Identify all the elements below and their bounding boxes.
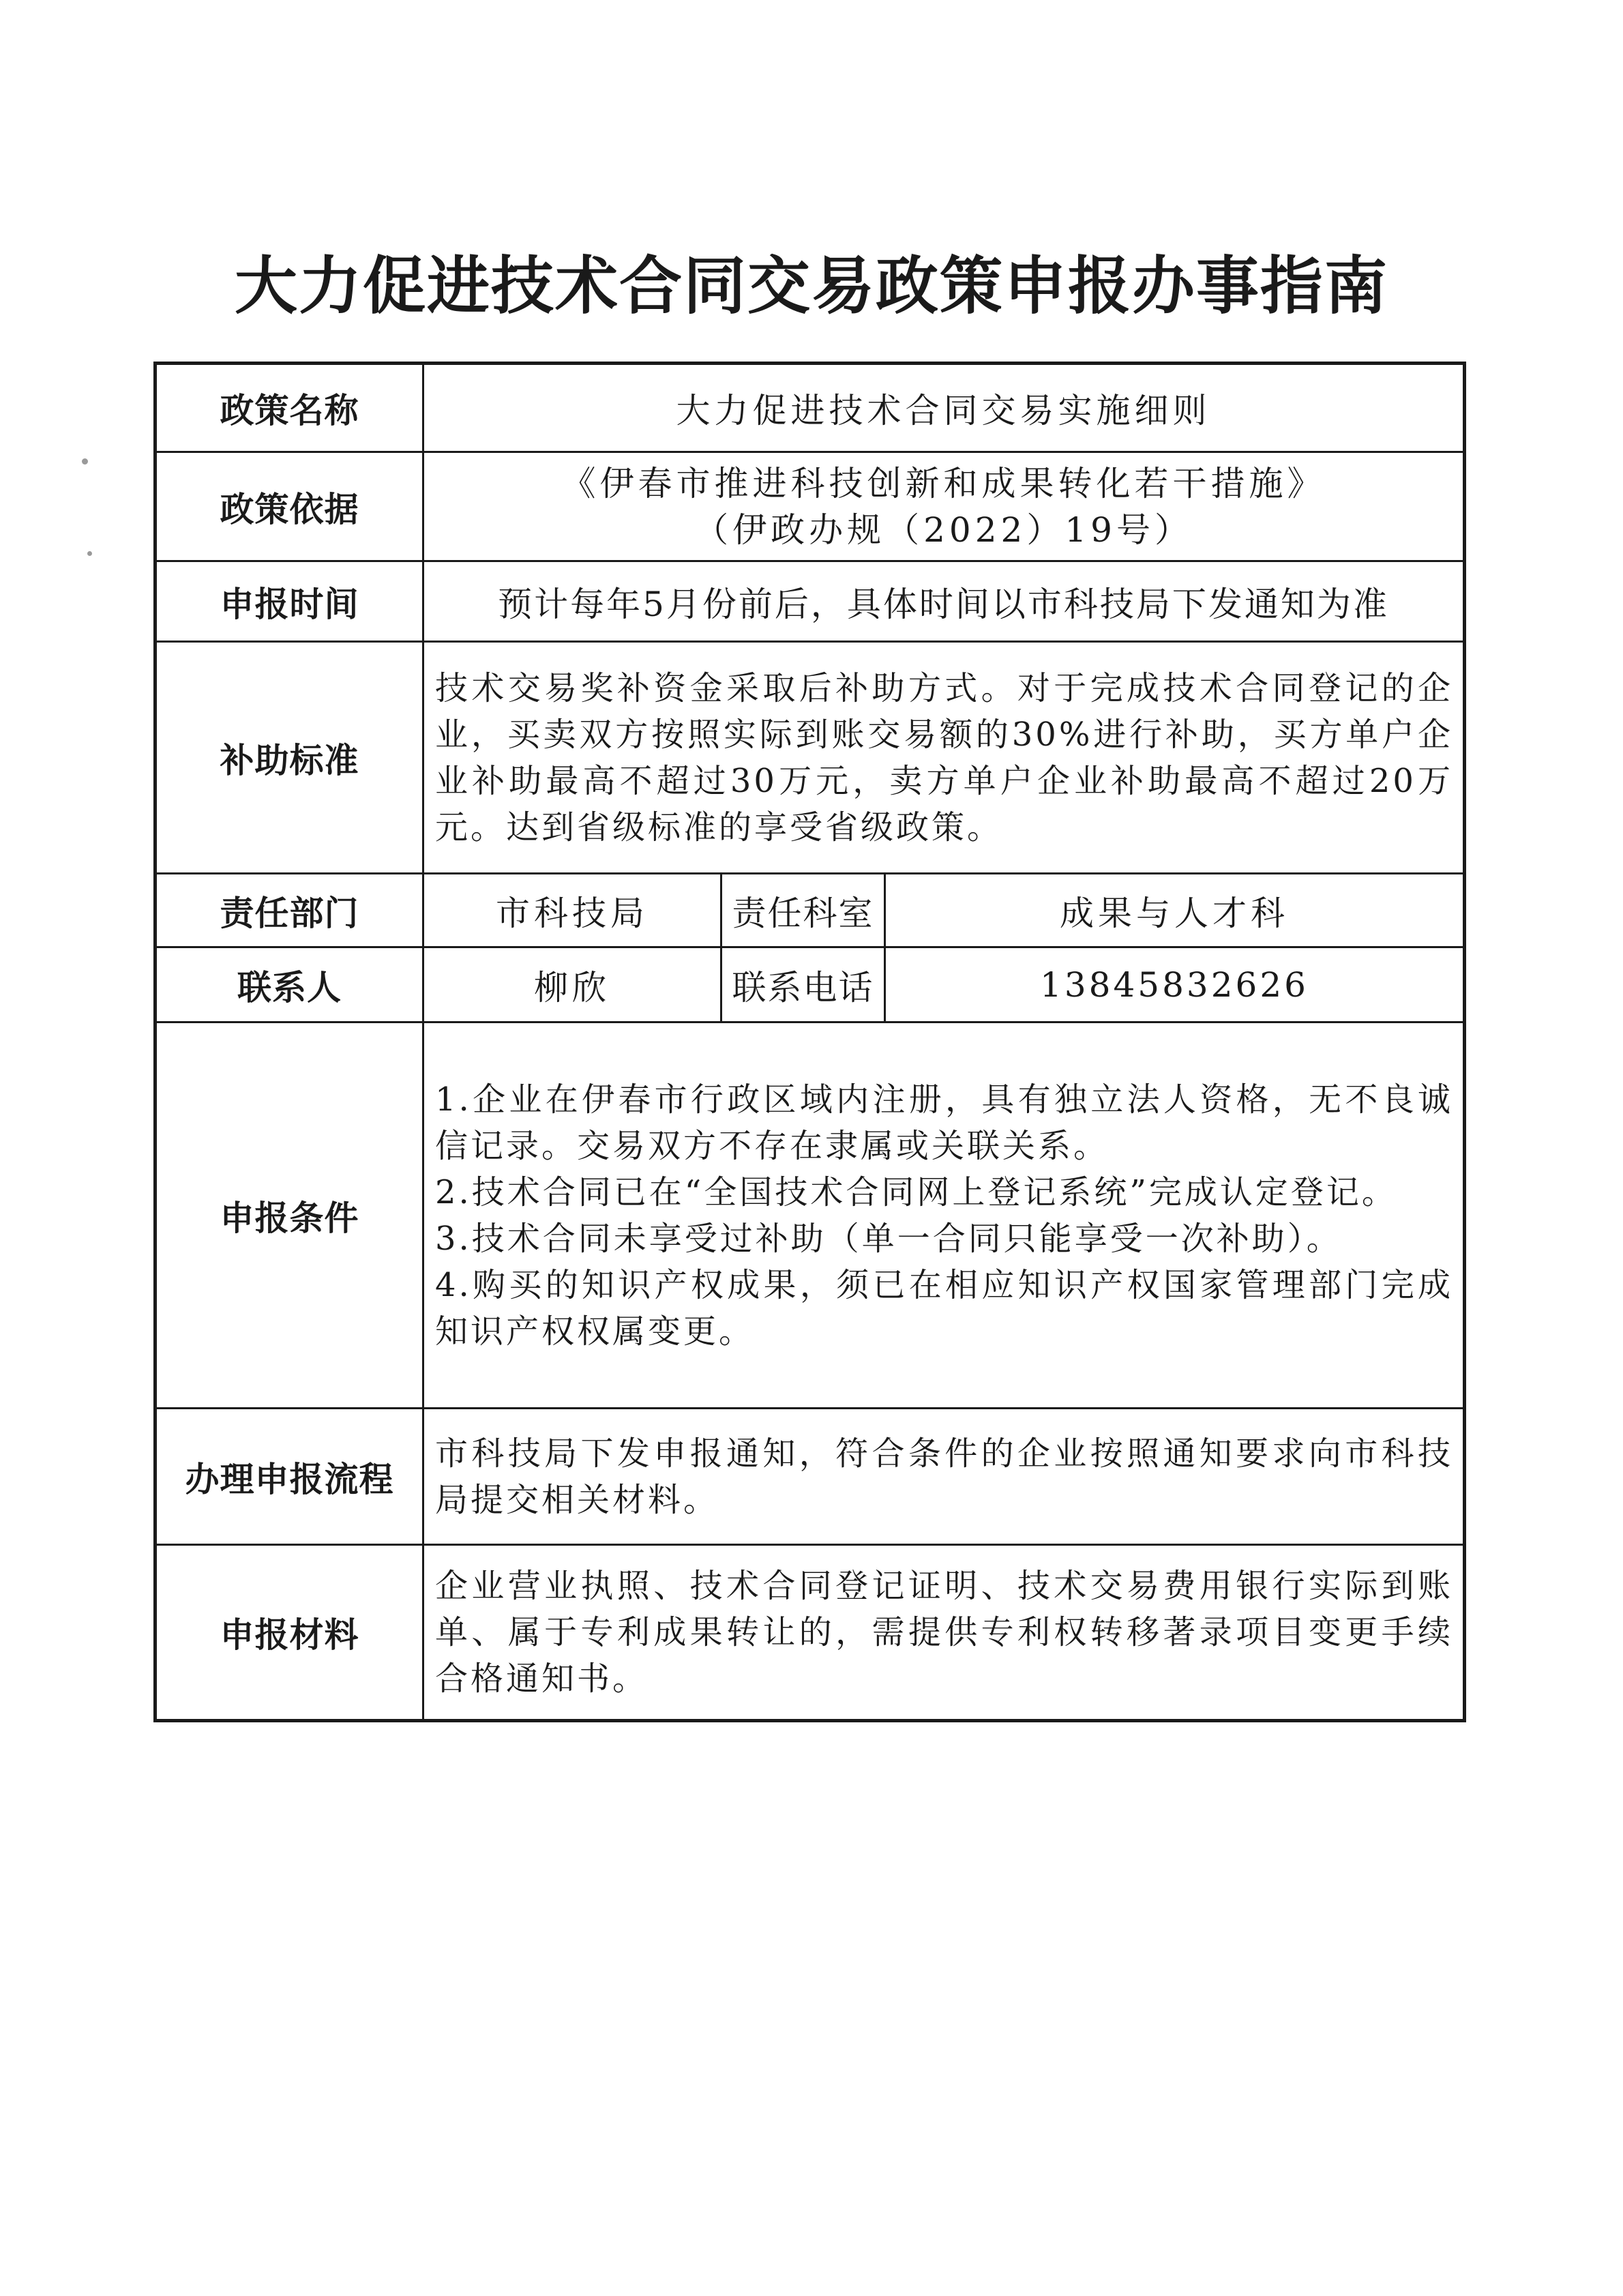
condition-item: 2.技术合同已在“全国技术合同网上登记系统”完成认定登记。 [435,1173,1397,1211]
scan-dot [82,458,88,465]
contact-value: 柳欣 [423,947,721,1022]
row-process [155,1409,1465,1545]
section-value: 成果与人才科 [885,874,1465,947]
row-policy-basis [155,452,1465,561]
department-value: 市科技局 [423,874,721,947]
row-subsidy-standard [155,642,1465,874]
conditions-label: 申报条件 [155,1022,423,1409]
row-department [155,874,1465,947]
subsidy-standard-label: 补助标准 [155,642,423,874]
scan-dot [87,551,92,556]
phone-value: 13845832626 [885,947,1465,1022]
apply-time-label: 申报时间 [155,561,423,642]
row-materials [155,1545,1465,1721]
subsidy-standard-value: 技术交易奖补资金采取后补助方式。对于完成技术合同登记的企业，买卖双方按照实际到账交易额的30%进行补助，买方单户企业补助最高不超过30万元，卖方单户企业补助最高不超过20万元。达到省级标准的享受省级政策。 [423,642,1465,874]
condition-item: 1.企业在伊春市行政区域内注册，具有独立法人资格，无不良诚信记录。交易双方不存在隶属或关联关系。 [435,1080,1454,1165]
conditions-list [423,1022,1465,1409]
policy-basis-line-1: 《伊春市推进科技创新和成果转化若干措施》 [561,463,1326,503]
materials-value: 企业营业执照、技术合同登记证明、技术交易费用银行实际到账单、属于专利成果转让的，需提供专利权转移著录项目变更手续合格通知书。 [423,1545,1465,1721]
guide-table [153,362,1466,1722]
condition-item: 4.购买的知识产权成果，须已在相应知识产权国家管理部门完成知识产权权属变更。 [435,1265,1454,1351]
department-label: 责任部门 [155,874,423,947]
phone-label: 联系电话 [721,947,885,1022]
row-apply-time [155,561,1465,642]
policy-name-value: 大力促进技术合同交易实施细则 [423,364,1465,452]
row-contact [155,947,1465,1022]
row-conditions [155,1022,1465,1409]
page-title: 大力促进技术合同交易政策申报办事指南 [234,250,1388,323]
condition-item: 3.技术合同未享受过补助（单一合同只能享受一次补助）。 [435,1219,1342,1258]
policy-name-label: 政策名称 [155,364,423,452]
policy-basis-label: 政策依据 [155,452,423,561]
row-policy-name [155,364,1465,452]
policy-basis-value [423,452,1465,561]
policy-basis-line-2: （伊政办规（2022）19号） [694,510,1193,550]
contact-label: 联系人 [155,947,423,1022]
section-label: 责任科室 [721,874,885,947]
apply-time-value: 预计每年5月份前后，具体时间以市科技局下发通知为准 [423,561,1465,642]
process-value: 市科技局下发申报通知，符合条件的企业按照通知要求向市科技局提交相关材料。 [423,1409,1465,1545]
process-label: 办理申报流程 [155,1409,423,1545]
materials-label: 申报材料 [155,1545,423,1721]
